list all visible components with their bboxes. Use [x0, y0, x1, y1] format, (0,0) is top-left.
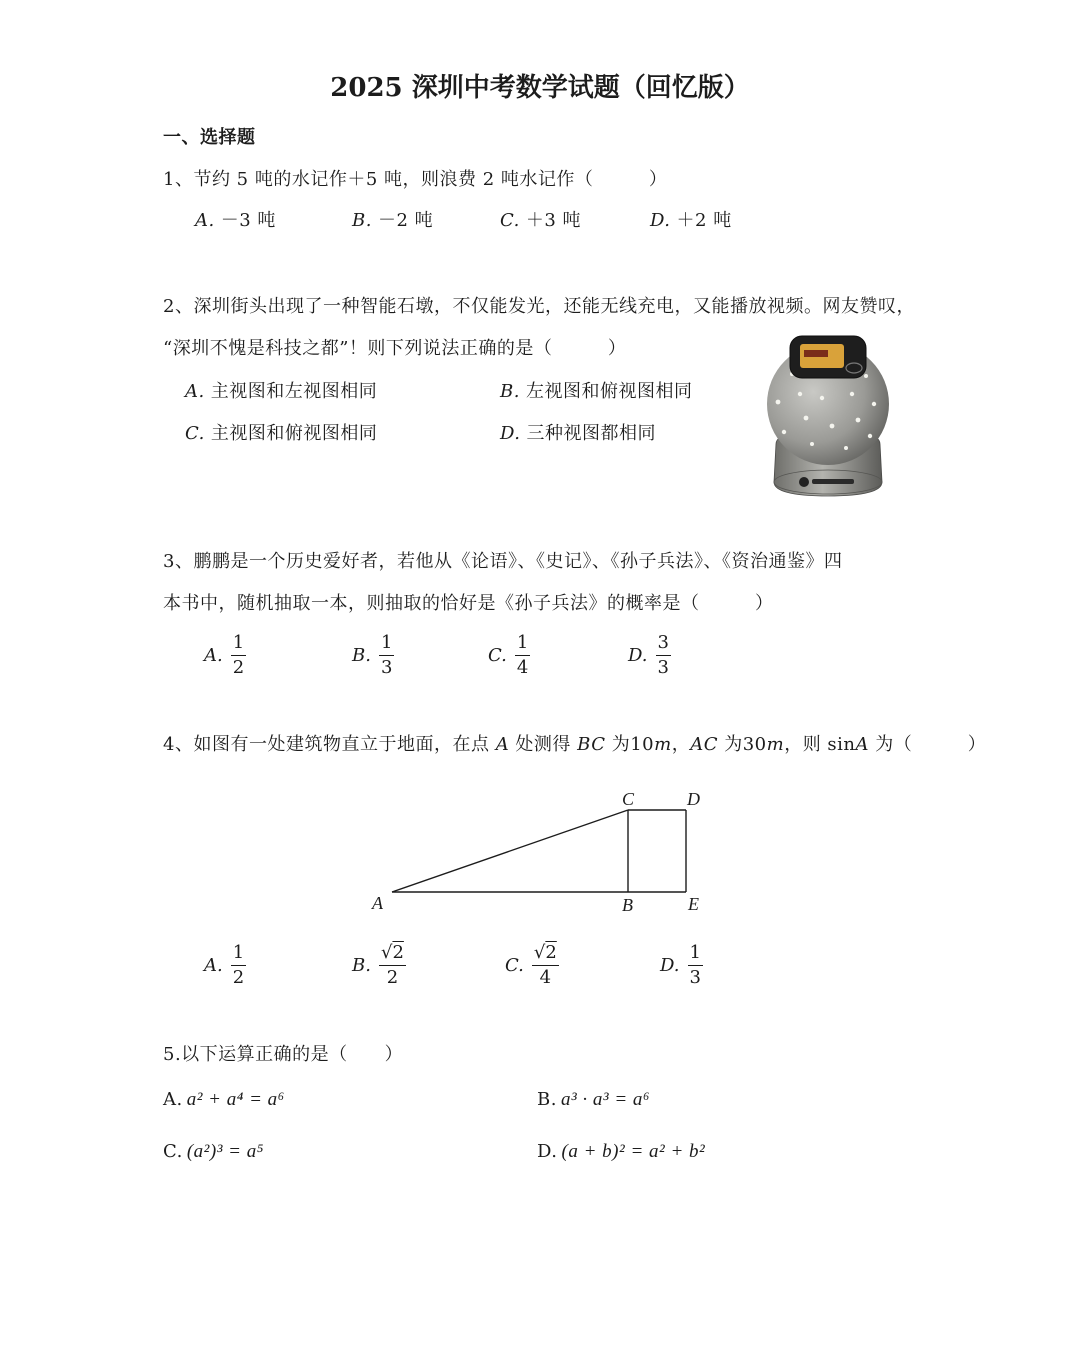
stem-text: 为10 [605, 734, 655, 755]
section-heading: 一、选择题 [163, 127, 256, 148]
fraction [515, 632, 530, 679]
stem-text: ， [671, 734, 691, 755]
q5-option-a [163, 1088, 285, 1112]
option-label: A. [185, 381, 205, 402]
bollard-screen-banner [804, 350, 828, 357]
numerator: 1 [380, 631, 393, 653]
denominator: 2 [386, 966, 399, 988]
option-text: 三种视图都相同 [526, 423, 657, 444]
option-label: C. [488, 644, 507, 666]
option-label: D. [537, 1141, 558, 1162]
option-text: 主视图和俯视图相同 [210, 423, 378, 444]
q4-stem [163, 733, 986, 757]
q4-option-d [660, 937, 703, 993]
math-expression: a³ · a³ = a⁶ [560, 1089, 651, 1110]
option-label: D. [500, 423, 521, 444]
fraction [688, 942, 703, 989]
denominator: 2 [232, 656, 245, 678]
q3-option-d [628, 627, 671, 683]
q3-option-b [352, 627, 394, 683]
stem-unit: m [654, 734, 672, 755]
denominator: 3 [657, 656, 669, 678]
option-label: C. [500, 210, 520, 231]
q4-option-b [352, 937, 406, 993]
q5-option-c [163, 1140, 264, 1164]
option-label: B. [537, 1089, 557, 1110]
point-label-b: B [622, 895, 633, 915]
option-text: ＋3 吨 [525, 210, 582, 231]
option-text: 主视图和左视图相同 [210, 381, 378, 402]
denominator: 4 [539, 966, 552, 988]
q2-option-b [500, 380, 692, 404]
denominator: 2 [232, 966, 245, 988]
q2-option-c [185, 422, 377, 446]
option-label: B. [352, 954, 371, 976]
option-label: A. [195, 210, 215, 231]
q5-option-d [537, 1140, 705, 1164]
fraction [379, 942, 406, 989]
option-label: B. [500, 381, 520, 402]
option-label: B. [352, 210, 372, 231]
stem-text: 4、如图有一处建筑物直立于地面，在点 [163, 734, 496, 755]
q1-option-b [352, 209, 433, 233]
stem-text: ，则 sin [784, 734, 856, 755]
point-label-c: C [622, 789, 635, 809]
segment-ac [392, 810, 628, 892]
option-text: 左视图和俯视图相同 [525, 381, 693, 402]
fraction [656, 632, 671, 679]
numerator: 1 [232, 941, 245, 963]
stem-point: A [495, 734, 510, 755]
stem-text: 处测得 [509, 734, 578, 755]
math-expression: (a + b)² = a² + b² [561, 1141, 706, 1162]
option-label: A. [163, 1089, 183, 1110]
numerator: 1 [516, 631, 529, 653]
point-label-d: D [687, 789, 700, 809]
option-label: B. [352, 644, 371, 666]
q1-option-c [500, 209, 581, 233]
stem-text: 为30 [717, 734, 767, 755]
option-label: C. [163, 1141, 183, 1162]
option-label: A. [204, 644, 223, 666]
fraction [379, 632, 394, 679]
q4-option-c [505, 937, 559, 993]
option-label: A. [204, 954, 223, 976]
q2-stem-line1: 2、深圳街头出现了一种智能石墩，不仅能发光，还能无线充电，又能播放视频。网友赞叹， [163, 296, 915, 317]
stem-segment: AC [690, 734, 718, 755]
point-label-e: E [688, 894, 699, 914]
q1-option-a [195, 209, 276, 233]
option-label: C. [505, 954, 524, 976]
q3-stem-line1: 3、鹏鹏是一个历史爱好者，若他从《论语》、《史记》、《孙子兵法》、《资治通鉴》四 [163, 551, 843, 572]
numerator: 3 [657, 631, 669, 653]
math-expression: (a²)³ = a⁵ [186, 1141, 264, 1162]
point-label-a: A [372, 893, 383, 913]
stem-text: 为（ ） [869, 734, 987, 755]
denominator: 3 [689, 966, 701, 988]
numerator: 1 [232, 631, 245, 653]
numerator [532, 942, 559, 965]
numerator [379, 942, 406, 965]
denominator: 4 [516, 656, 529, 678]
q2-option-a [185, 380, 377, 404]
option-label: C. [185, 423, 205, 444]
stem-point: A [855, 734, 870, 755]
sqrt-argument: 2 [392, 941, 404, 963]
stem-segment: BC [577, 734, 606, 755]
fraction [231, 942, 246, 989]
q1-option-d [650, 209, 732, 233]
option-text: －2 吨 [377, 210, 434, 231]
option-text: －3 吨 [220, 210, 276, 231]
q5-stem: 5.以下运算正确的是（ ） [163, 1044, 404, 1065]
q1-stem: 1、节约 5 吨的水记作＋5 吨，则浪费 2 吨水记作（ ） [163, 169, 668, 190]
q3-stem-line2: 本书中，随机抽取一本，则抽取的恰好是《孙子兵法》的概率是（ ） [163, 593, 774, 614]
smart-stone-bollard-image [762, 332, 894, 500]
page-title: 2025 深圳中考数学试题（回忆版） [330, 73, 750, 103]
option-label: D. [628, 644, 648, 666]
fraction [532, 942, 559, 989]
option-label: D. [660, 954, 680, 976]
math-expression: a² + a⁴ = a⁶ [186, 1089, 285, 1110]
q2-stem-line2: “深圳不愧是科技之都”！则下列说法正确的是（ ） [163, 338, 627, 359]
stem-unit: m [766, 734, 785, 755]
q4-option-a [204, 937, 246, 993]
option-text: ＋2 吨 [676, 210, 732, 231]
sqrt-sign: √ [533, 941, 546, 963]
denominator: 3 [380, 656, 393, 678]
q3-option-c [488, 627, 530, 683]
sqrt-sign: √ [380, 941, 393, 963]
q3-option-a [204, 627, 246, 683]
sqrt-argument: 2 [545, 941, 557, 963]
building-geometry-figure [360, 785, 720, 920]
fraction [231, 632, 246, 679]
numerator: 1 [689, 941, 701, 963]
q2-option-d [500, 422, 656, 446]
q5-option-b [537, 1088, 650, 1112]
option-label: D. [650, 210, 671, 231]
